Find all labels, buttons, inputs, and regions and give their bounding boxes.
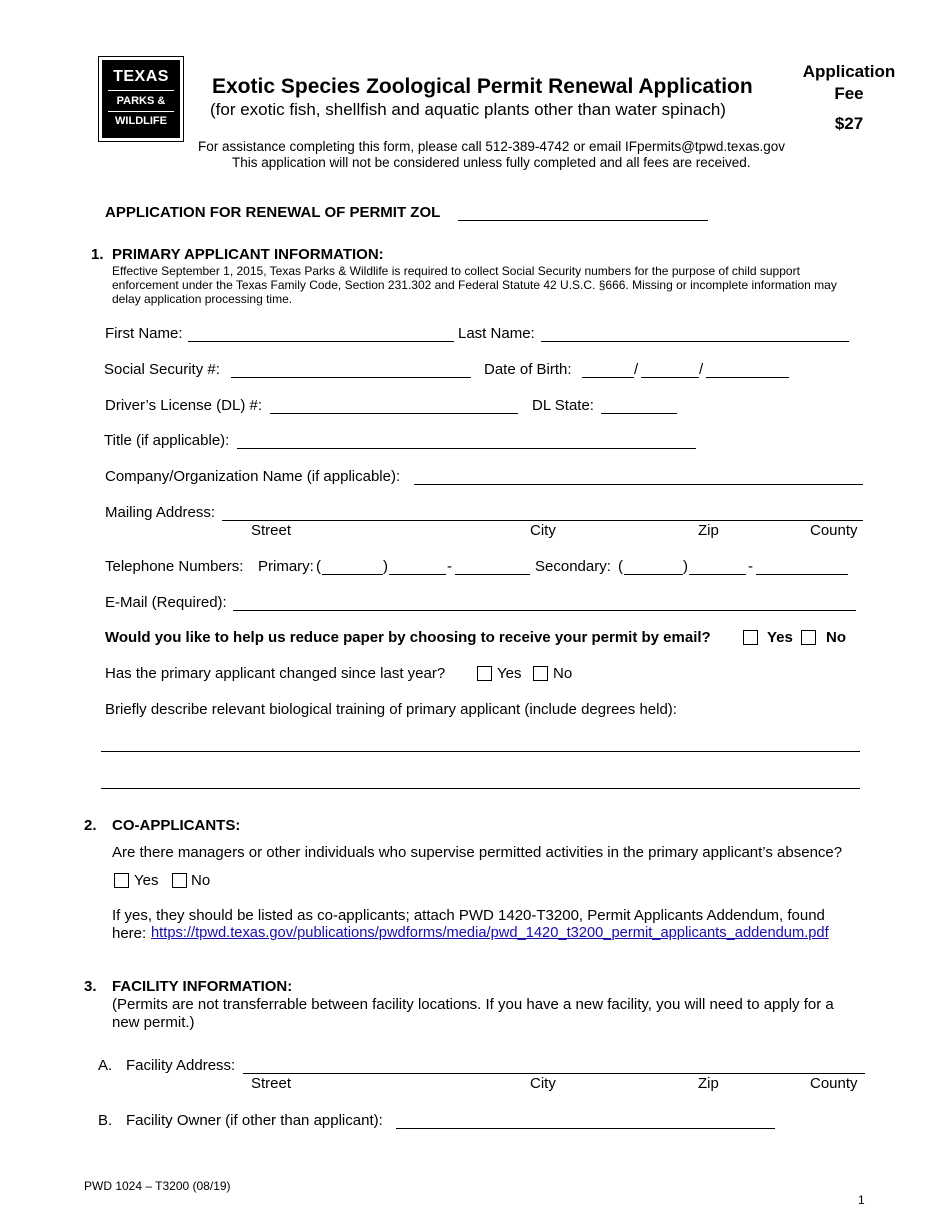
- addendum-link[interactable]: https://tpwd.texas.gov/publications/pwdforms/media/pwd_1420_t3200_permit_applicants_addendum.pdf: [151, 925, 829, 941]
- phone-primary-label: Primary:: [258, 558, 314, 575]
- ssn-notice: Effective September 1, 2015, Texas Parks & Wildlife is required to collect Social Security numbers for the purpose of child support: [112, 264, 800, 278]
- address-caption-zip: Zip: [698, 1075, 719, 1092]
- mailing-address-field[interactable]: [222, 505, 863, 521]
- primary-prefix-field[interactable]: [389, 559, 446, 575]
- dob-month-field[interactable]: [582, 362, 634, 378]
- form-subtitle: (for exotic fish, shellfish and aquatic plants other than water spinach): [210, 100, 726, 119]
- section-number: 3.: [84, 978, 97, 995]
- renewal-label: APPLICATION FOR RENEWAL OF PERMIT ZOL: [105, 204, 441, 221]
- training-prompt: Briefly describe relevant biological training of primary applicant (include degrees held):: [105, 701, 677, 718]
- dl-number-field[interactable]: [270, 398, 518, 414]
- ssn-notice: delay application processing time.: [112, 292, 293, 306]
- form-id: PWD 1024 – T3200 (08/19): [84, 1179, 231, 1193]
- address-caption-city: City: [530, 522, 556, 539]
- item-letter: B.: [98, 1112, 113, 1129]
- secondary-prefix-field[interactable]: [689, 559, 746, 575]
- dob-label: Date of Birth:: [484, 361, 572, 378]
- paren-close: ): [683, 558, 688, 575]
- mailing-label: Mailing Address:: [105, 504, 216, 521]
- facility-owner-label: Facility Owner (if other than applicant):: [126, 1112, 383, 1129]
- coapplicant-yes-label: Yes: [134, 872, 159, 889]
- facility-note: (Permits are not transferrable between facility locations. If you have a new facility, you will need to apply for a: [112, 996, 834, 1013]
- first-name-label: First Name:: [105, 325, 183, 342]
- section-heading: CO-APPLICANTS:: [112, 817, 241, 834]
- coapplicant-no-label: No: [191, 872, 211, 889]
- title-field[interactable]: [237, 433, 696, 449]
- paperless-yes-checkbox[interactable]: [743, 630, 758, 645]
- tpwd-logo: [98, 56, 184, 142]
- email-field[interactable]: [233, 595, 856, 611]
- company-label: Company/Organization Name (if applicable):: [105, 468, 401, 485]
- phone-label: Telephone Numbers:: [105, 558, 244, 575]
- company-field[interactable]: [414, 469, 863, 485]
- address-caption-county: County: [810, 1075, 858, 1092]
- logo-text: WILDLIFE: [115, 115, 167, 127]
- address-caption-zip: Zip: [698, 522, 719, 539]
- page-number: 1: [858, 1193, 865, 1207]
- dl-label: Driver’s License (DL) #:: [105, 397, 262, 414]
- coapplicant-info: If yes, they should be listed as co-applicants; attach PWD 1420-T3200, Permit Applicants Addendum, found: [112, 907, 825, 924]
- address-caption-street: Street: [251, 522, 292, 539]
- address-caption-street: Street: [251, 1075, 292, 1092]
- coapplicant-no-checkbox[interactable]: [172, 873, 187, 888]
- paren-open: (: [316, 558, 321, 575]
- email-label: E-Mail (Required):: [105, 594, 227, 611]
- renewal-permit-field[interactable]: [458, 205, 708, 221]
- changed-yes-label: Yes: [497, 665, 522, 682]
- dl-state-field[interactable]: [601, 398, 677, 414]
- training-field-line-1[interactable]: [101, 736, 860, 752]
- paren-open: (: [618, 558, 623, 575]
- paperless-no-label: No: [826, 629, 846, 646]
- facility-address-label: Facility Address:: [126, 1057, 236, 1074]
- fee-amount: $27: [834, 114, 864, 133]
- first-name-field[interactable]: [188, 326, 454, 342]
- facility-address-field[interactable]: [243, 1058, 865, 1074]
- phone-dash: -: [447, 558, 452, 575]
- secondary-line-field[interactable]: [756, 559, 848, 575]
- logo-text: TEXAS: [113, 68, 169, 85]
- changed-question: Has the primary applicant changed since last year?: [105, 665, 446, 682]
- last-name-label: Last Name:: [458, 325, 535, 342]
- notice-line: This application will not be considered unless fully completed and all fees are received.: [232, 155, 751, 170]
- phone-secondary-label: Secondary:: [535, 558, 611, 575]
- item-letter: A.: [98, 1057, 113, 1074]
- changed-no-checkbox[interactable]: [533, 666, 548, 681]
- dl-state-label: DL State:: [532, 397, 594, 414]
- form-title: Exotic Species Zoological Permit Renewal Application: [212, 75, 753, 98]
- dob-year-field[interactable]: [706, 362, 789, 378]
- coapplicant-here: here:: [112, 925, 147, 942]
- changed-no-label: No: [553, 665, 573, 682]
- title-label: Title (if applicable):: [104, 432, 230, 449]
- section-number: 1.: [91, 246, 104, 263]
- facility-owner-field[interactable]: [396, 1113, 775, 1129]
- primary-line-field[interactable]: [455, 559, 530, 575]
- facility-note: new permit.): [112, 1014, 195, 1031]
- paperless-question: Would you like to help us reduce paper by choosing to receive your permit by email?: [105, 629, 711, 646]
- section-heading: PRIMARY APPLICANT INFORMATION:: [112, 246, 384, 263]
- date-separator: /: [699, 361, 704, 378]
- address-caption-county: County: [810, 522, 858, 539]
- phone-dash: -: [748, 558, 753, 575]
- address-caption-city: City: [530, 1075, 556, 1092]
- section-heading: FACILITY INFORMATION:: [112, 978, 293, 995]
- coapplicant-yes-checkbox[interactable]: [114, 873, 129, 888]
- ssn-label: Social Security #:: [104, 361, 220, 378]
- date-separator: /: [634, 361, 639, 378]
- ssn-notice: enforcement under the Texas Family Code, Section 231.302 and Federal Statute 42 U.S.C. §666. Missing or incomplete information may: [112, 278, 837, 292]
- training-field-line-2[interactable]: [101, 773, 860, 789]
- primary-area-code-field[interactable]: [322, 559, 383, 575]
- logo-text: PARKS &: [116, 95, 166, 107]
- fee-label: Application: [802, 62, 896, 81]
- last-name-field[interactable]: [541, 326, 849, 342]
- secondary-area-code-field[interactable]: [624, 559, 683, 575]
- section-number: 2.: [84, 817, 97, 834]
- assist-line: For assistance completing this form, please call 512-389-4742 or email IFpermits@tpwd.texas.gov: [198, 139, 785, 154]
- paperless-no-checkbox[interactable]: [801, 630, 816, 645]
- paren-close: ): [383, 558, 388, 575]
- fee-label: Fee: [834, 84, 864, 103]
- paperless-yes-label: Yes: [767, 629, 793, 646]
- dob-day-field[interactable]: [641, 362, 699, 378]
- coapplicant-question: Are there managers or other individuals who supervise permitted activities in the primary applicant’s absence?: [112, 844, 843, 861]
- changed-yes-checkbox[interactable]: [477, 666, 492, 681]
- ssn-field[interactable]: [231, 362, 471, 378]
